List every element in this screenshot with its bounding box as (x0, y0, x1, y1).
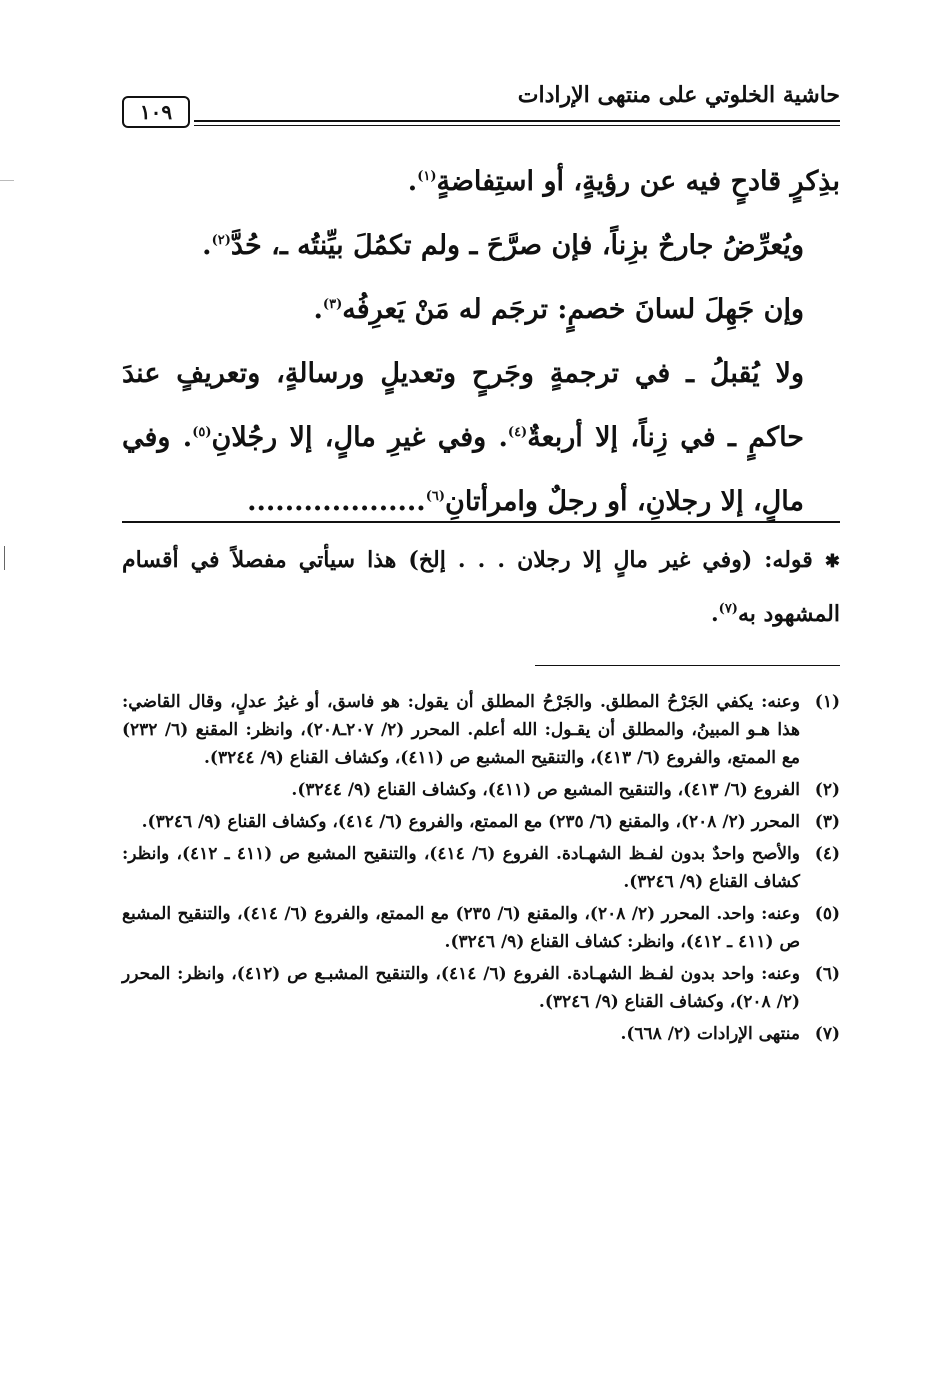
header-rule-thin (194, 125, 840, 126)
paragraph-4-text-b: . وفي غيرِ مالٍ، إلا رجُلانِ (211, 422, 508, 453)
page-header (122, 82, 840, 132)
footnote-number: (٤) (814, 844, 840, 864)
footnote-number: (٥) (814, 904, 840, 924)
paragraph-4-text-c: . وفي مالٍ، إلا رجلانِ، أو رجلٌ وامرأتانِ (122, 422, 804, 517)
footnote-7 (122, 1020, 840, 1048)
text-separator (122, 521, 840, 523)
footnote-ref-5[interactable]: (٥) (192, 425, 212, 440)
main-text (122, 150, 840, 534)
running-title: حاشية الخلوتي على منتهى الإرادات (517, 82, 840, 108)
margin-mark (4, 546, 7, 570)
footnote-2 (122, 776, 840, 804)
commentary-paragraph (122, 534, 840, 640)
footnote-number: (٣) (814, 812, 840, 832)
paragraph-3-text: وإن جَهِلَ لسانَ خصمٍ: ترجَم له مَنْ يَعرِفُه (342, 294, 804, 325)
scan-edge-mark (0, 180, 14, 181)
page-number: ١٠٩ (122, 96, 190, 128)
footnote-text: منتهى الإرادات (٢/ ٦٦٨). (620, 1024, 800, 1044)
footnote-text: وعنه: يكفي الجَرْحُ المطلق. والجَرْحُ المطلق أن يقول: هو فاسق، أو غيرُ عدلٍ، وقال القاضي: هذا هـو المبينُ، والمطلق أن يقـول: الله أعلم. المحرر (٢/ ٢٠٧ـ٢٠٨)، وانظر: المقنع (٦/ ٢٣٢) مع الممتع، والفروع (٦/ ٤١٣)، والتنقيح المشبع ص (٤١١)، وكشاف القناع (٩/ ٣٢٤٤). (122, 692, 800, 768)
paragraph-2-text: ويُعرِّضُ جارحٌ بزِناً، فإن صرَّحَ ـ ولم تكمُلَ بيِّنتُه ـ، حُدَّ (230, 230, 804, 261)
commentary-text: قوله: (وفي غير مالٍ إلا رجلان . . . إلخ) هذا سيأتي مفصلاً في أقسام المشهود به (122, 547, 840, 627)
header-rule (194, 120, 840, 122)
footnote-6 (122, 960, 840, 1016)
paragraph-1-text: بذِكرٍ قادحٍ فيه عن رؤيةٍ، أو استِفاضةٍ (436, 166, 840, 197)
paragraph-1 (122, 150, 840, 214)
footnote-text: والأصح واحدٌ بدون لفـظ الشهـادة. الفروع (٦/ ٤١٤)، والتنقيح المشبع ص (٤١١ ـ ٤١٢)، وانظر: كشاف القناع (٩/ ٣٢٤٦). (122, 844, 800, 892)
paragraph-4-text-a: ولا يُقبلُ ـ في ترجمةٍ وجَرحٍ وتعديلٍ ورسالةٍ، وتعريفٍ عندَ حاكمٍ ـ في زِناً، إلا أربعةٌ (122, 358, 805, 453)
star-icon: ✱ (824, 551, 840, 572)
paragraph-3-end: . (313, 294, 323, 325)
footnote-3 (122, 808, 840, 836)
footnote-ref-3[interactable]: (٣) (322, 297, 343, 312)
footnote-text: المحرر (٢/ ٢٠٨)، والمقنع (٦/ ٢٣٥) مع الممتع، والفروع (٦/ ٤١٤)، وكشاف القناع (٩/ ٣٢٤٦). (141, 812, 800, 832)
footnote-separator (535, 665, 840, 666)
footnote-text: الفروع (٦/ ٤١٣)، والتنقيح المشبع ص (٤١١)، وكشاف القناع (٩/ ٣٢٤٤). (291, 780, 800, 800)
paragraph-3 (122, 278, 840, 342)
footnote-number: (٦) (814, 964, 840, 984)
leader-dots: ................... (247, 486, 426, 517)
footnote-text: وعنه: واحد بدون لفـظ الشهـادة. الفروع (٦/ ٤١٤)، والتنقيح المشبـع ص (٤١٢)، وانظر: المحرر (٢/ ٢٠٨)، وكشاف القناع (٩/ ٣٢٤٦). (122, 964, 800, 1012)
footnote-number: (١) (814, 692, 840, 712)
paragraph-2 (122, 214, 840, 278)
paragraph-2-end: . (202, 230, 212, 261)
footnote-5 (122, 900, 840, 956)
footnotes (122, 688, 840, 1052)
footnote-ref-6[interactable]: (٦) (425, 489, 445, 504)
commentary-end: . (710, 601, 719, 627)
footnote-number: (٧) (814, 1024, 840, 1044)
footnote-4 (122, 840, 840, 896)
footnote-1 (122, 688, 840, 772)
paragraph-1-end: . (407, 166, 418, 197)
footnote-ref-2[interactable]: (٢) (211, 233, 231, 248)
footnote-number: (٢) (814, 780, 840, 800)
footnote-ref-7[interactable]: (٧) (718, 601, 738, 617)
commentary (122, 534, 840, 640)
footnote-text: وعنه: واحد. المحرر (٢/ ٢٠٨)، والمقنع (٦/ ٢٣٥) مع الممتع، والفروع (٦/ ٤١٤)، والتنقيح المشبع ص (٤١١ ـ ٤١٢)، وانظر: كشاف القناع (٩/ ٣٢٤٦). (122, 904, 800, 952)
footnote-ref-1[interactable]: (١) (417, 169, 437, 184)
footnote-ref-4[interactable]: (٤) (507, 425, 528, 440)
paragraph-4 (122, 342, 840, 534)
